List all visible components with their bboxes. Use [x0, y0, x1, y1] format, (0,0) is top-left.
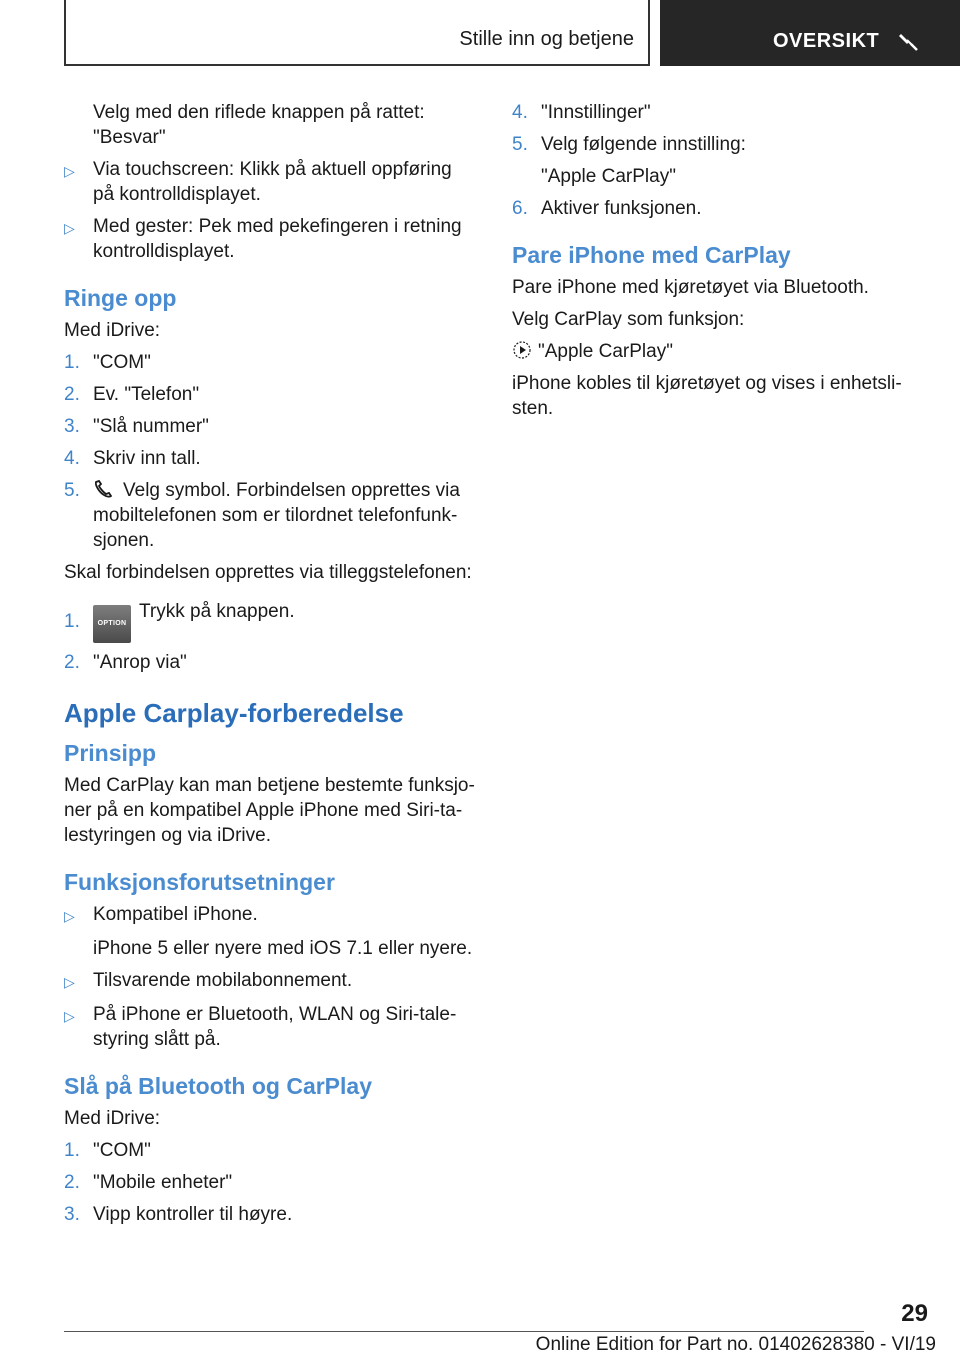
answer-intro: Velg med den riflede knappen på rattet: "Besvar": [93, 102, 425, 148]
triangle-bullet-icon: ▷: [64, 908, 75, 924]
pair-option: "Apple CarPlay": [512, 339, 912, 364]
list-item: ▷ Tilsvarende mobilabonnement.: [64, 968, 478, 995]
triangle-bullet-icon: ▷: [64, 220, 75, 236]
header-tab[interactable]: [660, 0, 960, 66]
footer-edition: Online Edition for Part no. 01402628380 - VI/19: [535, 1334, 936, 1355]
pair-text-3: iPhone kobles til kjøretøyet og vises i enhetsli-sten.: [512, 373, 902, 419]
section-heading-requirements: Funksjonsforutsetninger: [64, 869, 335, 895]
section-heading-principle: Prinsipp: [64, 740, 157, 766]
section-heading-pair: Pare iPhone med CarPlay: [512, 242, 791, 268]
pair-text-1: Pare iPhone med kjøretøyet via Bluetooth.: [512, 277, 869, 298]
pair-text-2: Velg CarPlay som funksjon:: [512, 309, 745, 330]
left-column: [64, 100, 478, 1234]
requirement-note: iPhone 5 eller nyere med iOS 7.1 eller nyere.: [93, 938, 473, 959]
list-item: 2. Ev. "Telefon": [64, 384, 200, 405]
right-column: [512, 100, 912, 428]
extra-phone-text: Skal forbindelsen opprettes via tilleggstelefonen:: [64, 562, 472, 583]
list-item: ▷ Med gester: Pek med pekefingeren i retning kontrolldisplayet.: [64, 216, 462, 262]
call-intro: Med iDrive:: [64, 320, 161, 341]
list-item: 4. Skriv inn tall.: [64, 448, 201, 469]
list-item: ▷ Via touchscreen: Klikk på aktuell oppføring på kontrolldisplayet.: [64, 159, 452, 205]
page-number: 29: [901, 1300, 928, 1327]
list-item: 5. Velg følgende innstilling:: [512, 134, 746, 155]
chapter-heading-carplay: Apple Carplay-forberedelse: [64, 698, 404, 728]
header-tab-label: OVERSIKT: [773, 30, 880, 52]
list-item: 4. "Innstillinger": [512, 102, 651, 123]
list-item: ▷ På iPhone er Bluetooth, WLAN og Siri-tale-styring slått på.: [64, 1004, 457, 1050]
section-heading-bluetooth: Slå på Bluetooth og CarPlay: [64, 1073, 372, 1099]
list-item: 3. "Slå nummer": [64, 416, 209, 437]
pin-icon: [895, 30, 919, 54]
list-item: ▷ Kompatibel iPhone.: [64, 902, 478, 929]
section-heading-call: Ringe opp: [64, 285, 177, 311]
list-item: 6. Aktiver funksjonen.: [512, 198, 702, 219]
triangle-bullet-icon: ▷: [64, 163, 75, 179]
setting-value: "Apple CarPlay": [541, 166, 676, 187]
list-item: 1. "COM": [64, 1140, 151, 1161]
list-item: 3. Vipp kontroller til høyre.: [64, 1204, 293, 1225]
triangle-bullet-icon: ▷: [64, 974, 75, 990]
header-section-title: Stille inn og betjene: [459, 28, 634, 50]
triangle-bullet-icon: ▷: [64, 1008, 75, 1024]
list-item: 1. OPTIONTrykk på knappen.: [64, 599, 478, 643]
header-section-box: [64, 0, 650, 66]
list-item: 2. "Mobile enheter": [64, 1172, 233, 1193]
principle-text: Med CarPlay kan man betjene bestemte funksjo-ner på en kompatibel Apple iPhone med Siri-ta-lestyringen og via iDrive.: [64, 775, 475, 846]
option-button[interactable]: OPTION: [93, 605, 131, 643]
bt-intro: Med iDrive:: [64, 1108, 161, 1129]
footer-divider: [64, 1331, 864, 1332]
list-item: 1. "COM": [64, 352, 151, 373]
play-circle-icon: [512, 340, 532, 360]
list-item: 2. "Anrop via": [64, 652, 187, 673]
list-item: 5. Velg symbol. Forbindelsen opprettes via mobiltelefonen som er tilordnet telefonfunk-sjonen.: [64, 480, 460, 551]
phone-handset-icon: [93, 479, 115, 499]
